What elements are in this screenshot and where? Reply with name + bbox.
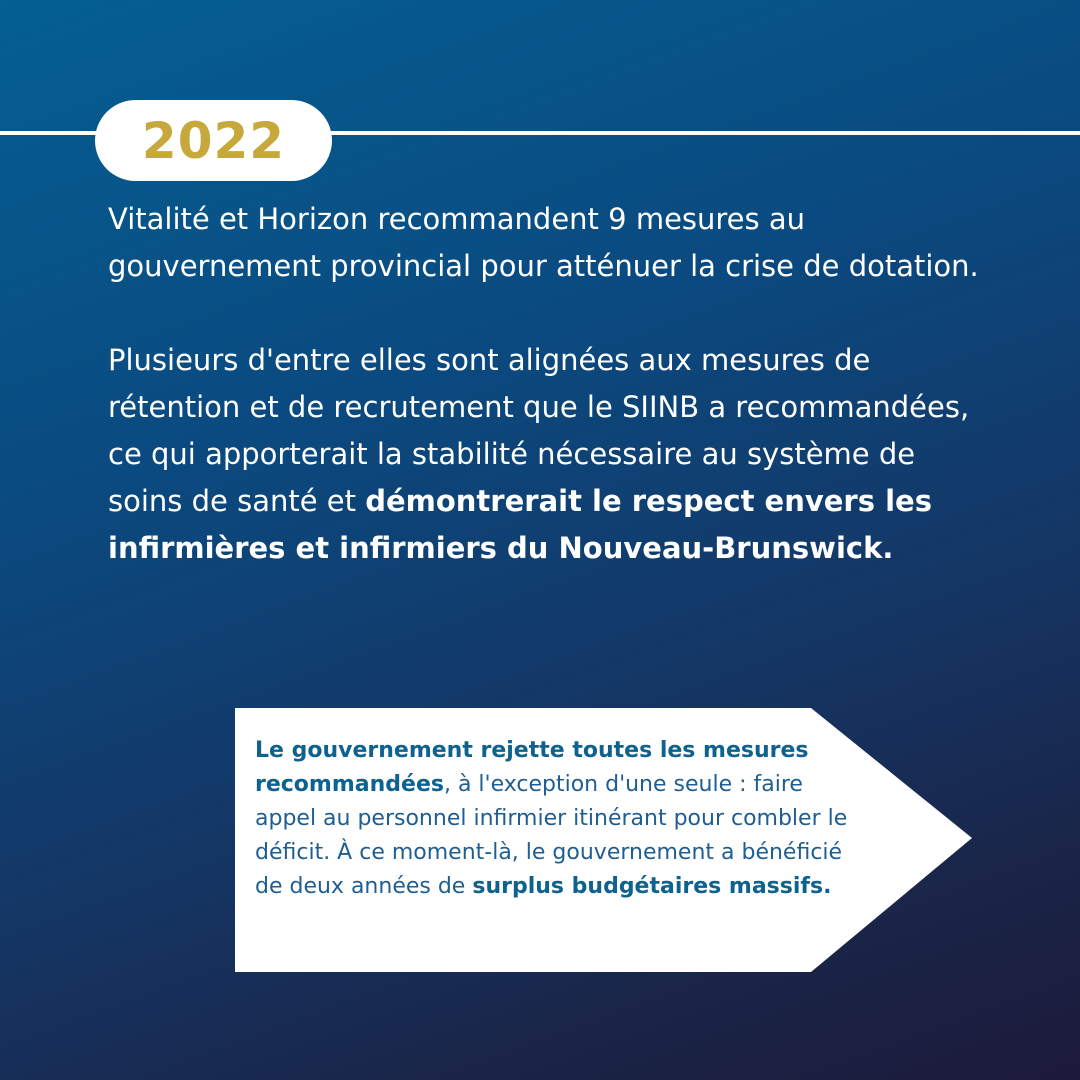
intro-paragraph-2 [108, 337, 988, 572]
intro-paragraph-2-emphasis: démontrerait le respect envers les infirmières et infirmiers du Nouveau-Brunswick. [108, 484, 932, 565]
intro-paragraph-1: Vitalité et Horizon recommandent 9 mesures au gouvernement provincial pour atténuer la crise de dotation. [108, 202, 979, 283]
paragraph-gap [108, 290, 988, 337]
callout-emphasis-1: Le gouvernement rejette toutes les mesures recommandées [255, 738, 809, 797]
callout-arrow-box [235, 708, 972, 972]
intro-text [108, 196, 988, 572]
intro-paragraph-2-text: Plusieurs d'entre elles sont alignées aux mesures de rétention et de recrutement que le SIINB a recommandées, ce qui apporterait la stabilité nécessaire au système de soins de santé et [108, 343, 970, 518]
callout-text [255, 734, 855, 904]
callout-emphasis-2: surplus budgétaires massifs. [472, 874, 832, 899]
year-label: 2022 [141, 111, 286, 170]
year-badge [95, 100, 332, 181]
callout-body: , à l'exception d'une seule : faire appel au personnel infirmier itinérant pour combler le déficit. À ce moment-là, le gouvernement a bénéficié de deux années de [255, 772, 848, 899]
